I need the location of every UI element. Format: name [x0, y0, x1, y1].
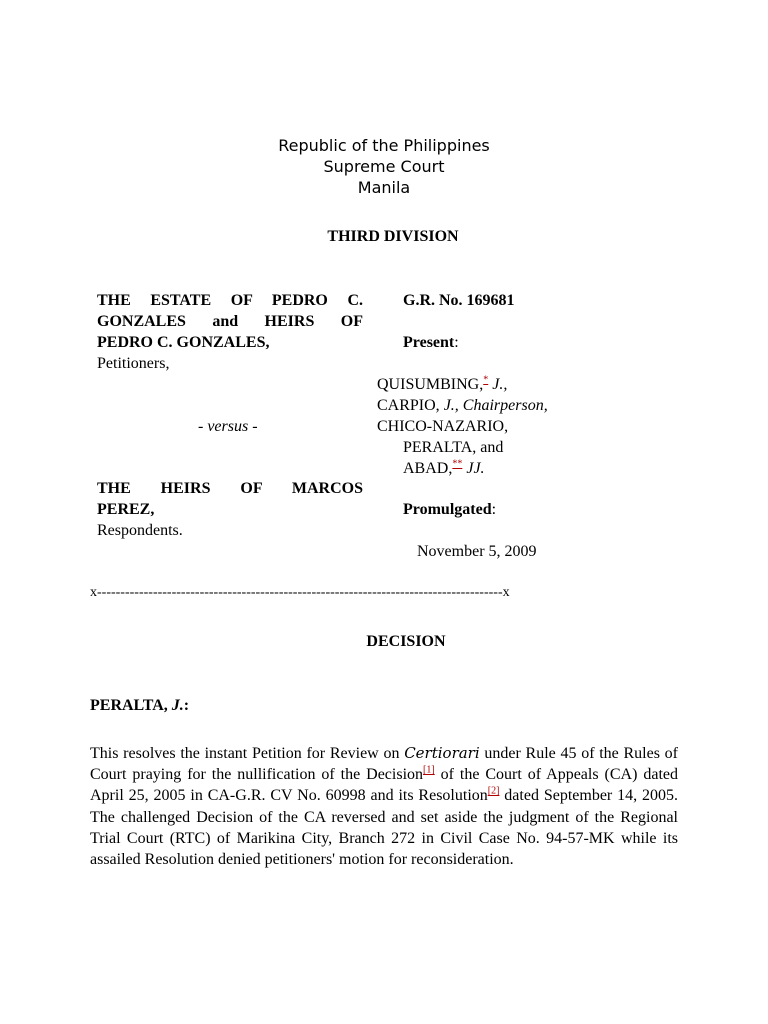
promulgated-label: Promulgated: [403, 501, 497, 518]
header-city: Manila [357, 178, 411, 197]
gr-number: G.R. No. 169681 [403, 292, 515, 309]
respondent-line-2: PEREZ, [97, 501, 155, 518]
separator-line: x---------------------------------------------------------------------------------------x [90, 585, 510, 600]
present-label: Present: [403, 334, 459, 351]
body-paragraph: This resolves the instant Petition for Review on Certiorari under Rule 45 of the Rules of Court praying for the nullification of the Decision[1] of the Court of Appeals (CA) dated April 25, 2005 in CA-G.R. CV No. 60998 and its Resolution[2] dated September 14, 2005. The challenged Decision of the CA reversed and set aside the judgment of the Regional Trial Court (RTC) of Marikina City, Branch 272 in Civil Case No. 94-57-MK while its assailed Resolution denied petitioners' motion for reconsideration. [90, 744, 679, 869]
division-title: THIRD DIVISION [327, 228, 459, 245]
promulgated-date: November 5, 2009 [417, 543, 537, 560]
footnote-marker[interactable]: ** [452, 458, 463, 470]
justice-carpio: CARPIO, J., Chairperson, [377, 397, 548, 414]
petitioner-line-3: PEDRO C. GONZALES, [97, 334, 270, 351]
header-court: Supreme Court [323, 157, 445, 176]
petitioner-line-2: GONZALES and HEIRS OF [97, 313, 363, 330]
respondent-line-1: THE HEIRS OF MARCOS [97, 480, 363, 497]
justice-chico-nazario: CHICO-NAZARIO, [377, 418, 509, 435]
justice-quisumbing: QUISUMBING,* J., [377, 374, 508, 393]
decision-title: DECISION [366, 633, 446, 650]
justice-peralta: PERALTA, and [403, 439, 504, 456]
footnote-marker[interactable]: * [483, 374, 489, 386]
petitioner-role: Petitioners, [97, 355, 170, 372]
versus-label: - versus - [198, 418, 258, 435]
footnote-link-1[interactable]: [1] [423, 764, 435, 776]
certiorari-term: Certiorari [404, 744, 480, 762]
ponente: PERALTA, J.: [90, 697, 190, 714]
footnote-link-2[interactable]: [2] [487, 786, 500, 798]
petitioner-line-1: THE ESTATE OF PEDRO C. [97, 292, 363, 309]
header-republic: Republic of the Philippines [278, 136, 490, 155]
respondent-role: Respondents. [97, 522, 183, 539]
justice-abad: ABAD,** JJ. [403, 458, 485, 477]
